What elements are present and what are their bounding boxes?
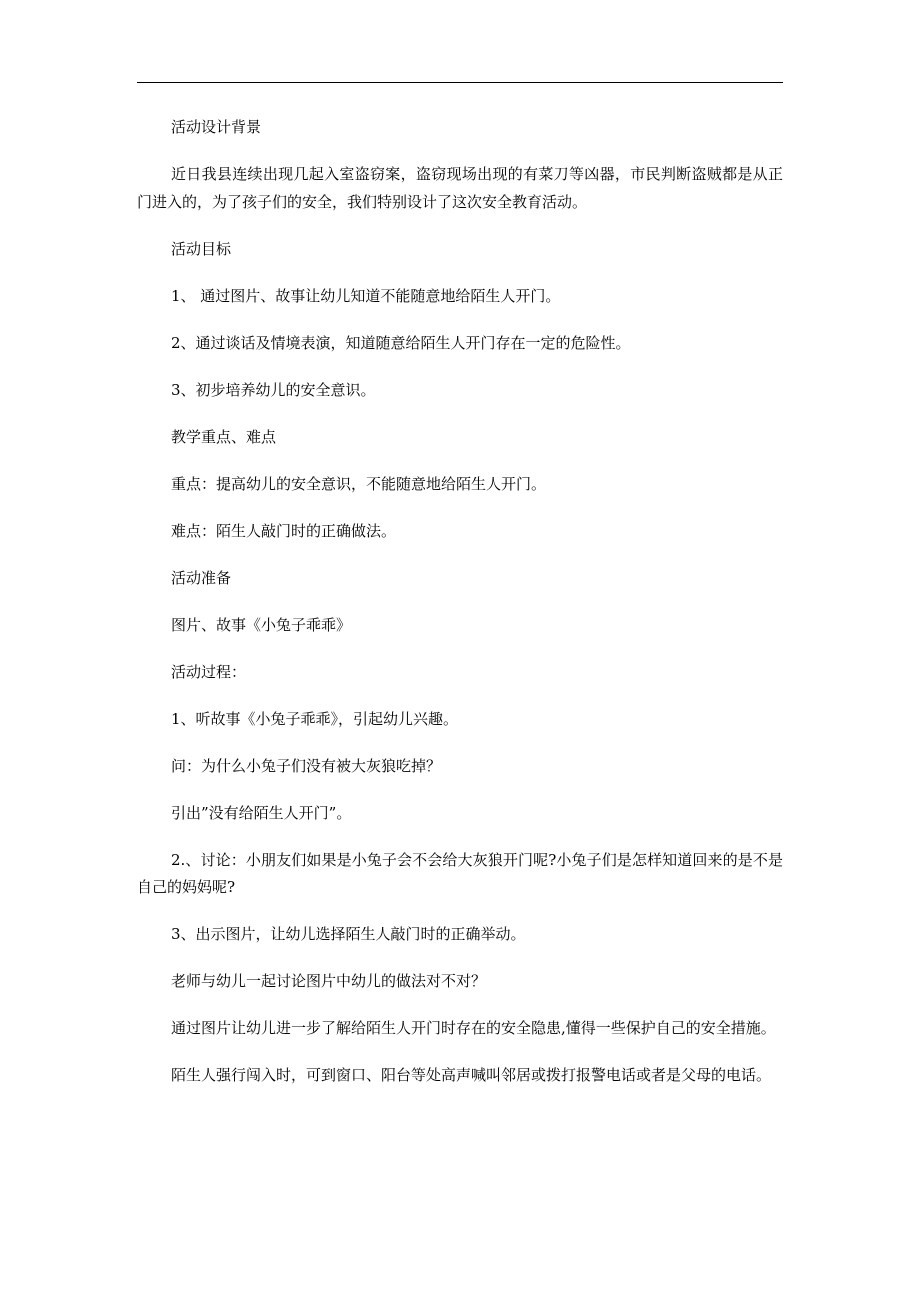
paragraph-background: 近日我县连续出现几起入室盗窃案，盗窃现场出现的有菜刀等凶器，市民判断盗贼都是从正门进入的，为了孩子们的安全，我们特别设计了这次安全教育活动。 [137, 165, 783, 211]
process-step-3: 3、出示图片，让幼儿选择陌生人敲门时的正确举动。 [171, 925, 526, 943]
process-step-1: 1、听故事《小兔子乖乖》，引起幼儿兴趣。 [171, 709, 459, 728]
process-safety-measure: 陌生人强行闯入时，可到窗口、阳台等处高声喊叫邻居或拨打报警电话或者是父母的电话。 [171, 1066, 772, 1084]
document-body [137, 114, 783, 1109]
goal-item-1: 1、 通过图片、故事让幼儿知道不能随意地给陌生人开门。 [171, 286, 561, 305]
section-heading-preparation: 活动准备 [171, 568, 232, 587]
key-point: 重点：提高幼儿的安全意识，不能随意地给陌生人开门。 [171, 474, 547, 493]
process-question: 问：为什么小兔子们没有被大灰狼吃掉？ [171, 756, 442, 775]
section-heading-background: 活动设计背景 [171, 118, 262, 136]
section-heading-process: 活动过程： [171, 662, 247, 681]
process-step-2: 2.、讨论：小朋友们如果是小兔子会不会给大灰狼开门呢?小兔子们是怎样知道回来的是不是自己的妈妈呢? [137, 850, 783, 896]
goal-item-3: 3、初步培养幼儿的安全意识。 [171, 380, 376, 399]
process-discussion: 老师与幼儿一起讨论图片中幼儿的做法对不对？ [171, 972, 487, 990]
preparation-items: 图片、故事《小兔子乖乖》 [171, 615, 352, 634]
process-lead-out: 引出”没有给陌生人开门”。 [171, 803, 352, 822]
section-heading-goals: 活动目标 [171, 239, 232, 258]
header-rule [137, 82, 783, 83]
goal-item-2: 2、通过谈话及情境表演，知道随意给陌生人开门存在一定的危险性。 [171, 333, 631, 352]
difficult-point: 难点：陌生人敲门时的正确做法。 [171, 521, 397, 540]
section-heading-key-points: 教学重点、难点 [171, 427, 277, 446]
process-understanding: 通过图片让幼儿进一步了解给陌生人开门时存在的安全隐患,懂得一些保护自己的安全措施。 [171, 1019, 776, 1037]
